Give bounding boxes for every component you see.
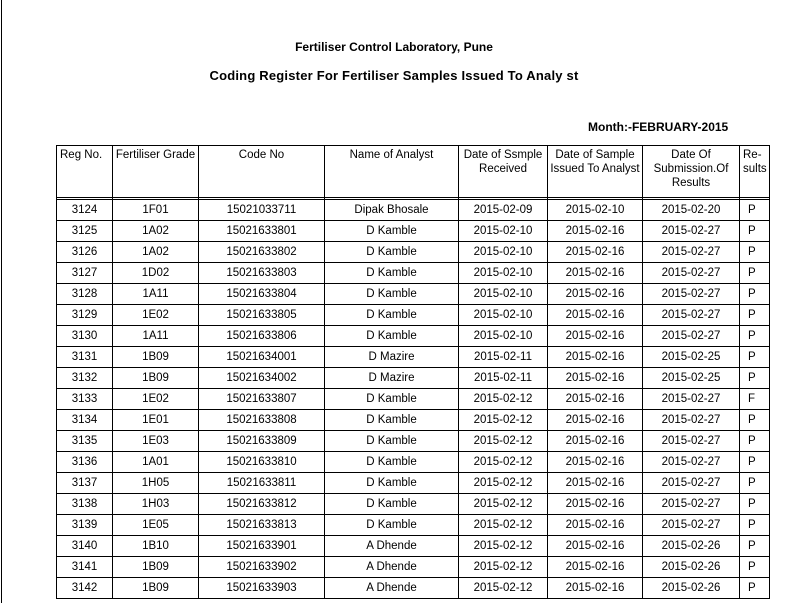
reg-no-cell: 3127 <box>57 263 113 284</box>
table-row <box>57 578 770 599</box>
result-cell: P <box>740 200 770 221</box>
analyst-cell: A Dhende <box>325 536 459 557</box>
reg-no-cell: 3125 <box>57 221 113 242</box>
grade-cell: 1A01 <box>113 452 199 473</box>
grade-cell: 1B09 <box>113 557 199 578</box>
analyst-cell: D Kamble <box>325 473 459 494</box>
table-row <box>57 536 770 557</box>
date-issued-cell: 2015-02-16 <box>548 536 643 557</box>
column-header-code-no: Code No <box>199 146 325 198</box>
reg-no-cell: 3135 <box>57 431 113 452</box>
column-header-date-issued: Date of Sample Issued To Analyst <box>548 146 643 198</box>
result-cell: P <box>740 452 770 473</box>
reg-no-cell: 3136 <box>57 452 113 473</box>
column-header-date-received: Date of Ssmple Received <box>459 146 548 198</box>
analyst-cell: D Kamble <box>325 284 459 305</box>
code-no-cell: 15021633806 <box>199 326 325 347</box>
grade-cell: 1B09 <box>113 368 199 389</box>
table-row <box>57 326 770 347</box>
grade-cell: 1A02 <box>113 242 199 263</box>
date-received-cell: 2015-02-10 <box>459 284 548 305</box>
date-received-cell: 2015-02-10 <box>459 326 548 347</box>
code-no-cell: 15021634002 <box>199 368 325 389</box>
table-row <box>57 515 770 536</box>
date-submission-cell: 2015-02-25 <box>643 368 740 389</box>
register-title: Coding Register For Fertiliser Samples Issued To Analy st <box>209 68 579 83</box>
date-issued-cell: 2015-02-16 <box>548 578 643 599</box>
date-issued-cell: 2015-02-16 <box>548 515 643 536</box>
date-issued-cell: 2015-02-16 <box>548 326 643 347</box>
analyst-cell: D Kamble <box>325 515 459 536</box>
code-no-cell: 15021633804 <box>199 284 325 305</box>
result-cell: P <box>740 326 770 347</box>
result-cell: P <box>740 515 770 536</box>
date-received-cell: 2015-02-12 <box>459 536 548 557</box>
table-row <box>57 200 770 221</box>
date-submission-cell: 2015-02-26 <box>643 536 740 557</box>
table-row <box>57 452 770 473</box>
date-issued-cell: 2015-02-16 <box>548 242 643 263</box>
result-cell: F <box>740 389 770 410</box>
date-received-cell: 2015-02-12 <box>459 494 548 515</box>
date-submission-cell: 2015-02-27 <box>643 221 740 242</box>
code-no-cell: 15021633813 <box>199 515 325 536</box>
reg-no-cell: 3139 <box>57 515 113 536</box>
grade-cell: 1B09 <box>113 347 199 368</box>
grade-cell: 1A02 <box>113 221 199 242</box>
reg-no-cell: 3140 <box>57 536 113 557</box>
date-received-cell: 2015-02-12 <box>459 515 548 536</box>
column-header-date-submission: Date Of Submission.Of Results <box>643 146 740 198</box>
column-header-fertiliser-grade: Fertiliser Grade <box>113 146 199 198</box>
code-no-cell: 15021633807 <box>199 389 325 410</box>
result-cell: P <box>740 263 770 284</box>
result-cell: P <box>740 494 770 515</box>
table-row <box>57 284 770 305</box>
table-row <box>57 431 770 452</box>
code-no-cell: 15021633803 <box>199 263 325 284</box>
date-issued-cell: 2015-02-16 <box>548 284 643 305</box>
table-row <box>57 347 770 368</box>
date-issued-cell: 2015-02-10 <box>548 200 643 221</box>
result-cell: P <box>740 473 770 494</box>
result-cell: P <box>740 284 770 305</box>
date-received-cell: 2015-02-11 <box>459 347 548 368</box>
analyst-cell: A Dhende <box>325 557 459 578</box>
table-row <box>57 494 770 515</box>
table-row <box>57 305 770 326</box>
date-submission-cell: 2015-02-27 <box>643 410 740 431</box>
date-issued-cell: 2015-02-16 <box>548 389 643 410</box>
grade-cell: 1D02 <box>113 263 199 284</box>
code-no-cell: 15021633802 <box>199 242 325 263</box>
analyst-cell: D Mazire <box>325 347 459 368</box>
code-no-cell: 15021633808 <box>199 410 325 431</box>
date-issued-cell: 2015-02-16 <box>548 431 643 452</box>
date-submission-cell: 2015-02-27 <box>643 305 740 326</box>
table-row <box>57 368 770 389</box>
organization-name: Fertiliser Control Laboratory, Pune <box>295 40 493 54</box>
code-no-cell: 15021633902 <box>199 557 325 578</box>
result-cell: P <box>740 431 770 452</box>
date-received-cell: 2015-02-12 <box>459 578 548 599</box>
date-issued-cell: 2015-02-16 <box>548 557 643 578</box>
analyst-cell: D Kamble <box>325 431 459 452</box>
date-issued-cell: 2015-02-16 <box>548 368 643 389</box>
date-issued-cell: 2015-02-16 <box>548 473 643 494</box>
reg-no-cell: 3128 <box>57 284 113 305</box>
date-issued-cell: 2015-02-16 <box>548 305 643 326</box>
analyst-cell: D Kamble <box>325 242 459 263</box>
page-left-border <box>1 0 2 603</box>
reg-no-cell: 3133 <box>57 389 113 410</box>
date-submission-cell: 2015-02-27 <box>643 515 740 536</box>
reg-no-cell: 3142 <box>57 578 113 599</box>
code-no-cell: 15021633801 <box>199 221 325 242</box>
date-submission-cell: 2015-02-27 <box>643 326 740 347</box>
code-no-cell: 15021633809 <box>199 431 325 452</box>
reg-no-cell: 3141 <box>57 557 113 578</box>
date-submission-cell: 2015-02-27 <box>643 473 740 494</box>
date-received-cell: 2015-02-11 <box>459 368 548 389</box>
date-issued-cell: 2015-02-16 <box>548 221 643 242</box>
analyst-cell: D Kamble <box>325 389 459 410</box>
date-issued-cell: 2015-02-16 <box>548 410 643 431</box>
date-received-cell: 2015-02-12 <box>459 452 548 473</box>
date-received-cell: 2015-02-10 <box>459 221 548 242</box>
result-cell: P <box>740 557 770 578</box>
reg-no-cell: 3130 <box>57 326 113 347</box>
date-submission-cell: 2015-02-27 <box>643 452 740 473</box>
result-cell: P <box>740 368 770 389</box>
date-submission-cell: 2015-02-27 <box>643 431 740 452</box>
analyst-cell: D Kamble <box>325 221 459 242</box>
grade-cell: 1E03 <box>113 431 199 452</box>
table-row <box>57 242 770 263</box>
date-issued-cell: 2015-02-16 <box>548 452 643 473</box>
result-cell: P <box>740 347 770 368</box>
table-body <box>57 198 770 599</box>
date-received-cell: 2015-02-12 <box>459 473 548 494</box>
grade-cell: 1A11 <box>113 284 199 305</box>
table-row <box>57 410 770 431</box>
date-issued-cell: 2015-02-16 <box>548 494 643 515</box>
date-issued-cell: 2015-02-16 <box>548 347 643 368</box>
table-row <box>57 389 770 410</box>
reg-no-cell: 3138 <box>57 494 113 515</box>
date-submission-cell: 2015-02-25 <box>643 347 740 368</box>
reg-no-cell: 3134 <box>57 410 113 431</box>
date-submission-cell: 2015-02-27 <box>643 263 740 284</box>
date-received-cell: 2015-02-10 <box>459 305 548 326</box>
analyst-cell: D Kamble <box>325 452 459 473</box>
reg-no-cell: 3132 <box>57 368 113 389</box>
date-submission-cell: 2015-02-27 <box>643 389 740 410</box>
code-no-cell: 15021033711 <box>199 200 325 221</box>
table-header-row <box>57 146 770 198</box>
date-submission-cell: 2015-02-27 <box>643 494 740 515</box>
analyst-cell: D Kamble <box>325 494 459 515</box>
grade-cell: 1F01 <box>113 200 199 221</box>
date-submission-cell: 2015-02-20 <box>643 200 740 221</box>
grade-cell: 1H05 <box>113 473 199 494</box>
coding-register-table <box>56 145 770 599</box>
code-no-cell: 15021633805 <box>199 305 325 326</box>
analyst-cell: Dipak Bhosale <box>325 200 459 221</box>
analyst-cell: A Dhende <box>325 578 459 599</box>
month-label: Month:-FEBRUARY-2015 <box>588 120 729 134</box>
grade-cell: 1E01 <box>113 410 199 431</box>
table-row <box>57 557 770 578</box>
result-cell: P <box>740 221 770 242</box>
reg-no-cell: 3124 <box>57 200 113 221</box>
code-no-cell: 15021634001 <box>199 347 325 368</box>
column-header-analyst-name: Name of Analyst <box>325 146 459 198</box>
analyst-cell: D Kamble <box>325 410 459 431</box>
column-header-results: Re-sults <box>740 146 770 198</box>
date-received-cell: 2015-02-10 <box>459 263 548 284</box>
result-cell: P <box>740 536 770 557</box>
analyst-cell: D Kamble <box>325 305 459 326</box>
date-submission-cell: 2015-02-27 <box>643 284 740 305</box>
date-submission-cell: 2015-02-26 <box>643 578 740 599</box>
result-cell: P <box>740 578 770 599</box>
reg-no-cell: 3131 <box>57 347 113 368</box>
grade-cell: 1A11 <box>113 326 199 347</box>
grade-cell: 1E02 <box>113 305 199 326</box>
date-submission-cell: 2015-02-26 <box>643 557 740 578</box>
code-no-cell: 15021633812 <box>199 494 325 515</box>
table-row <box>57 473 770 494</box>
reg-no-cell: 3129 <box>57 305 113 326</box>
reg-no-cell: 3126 <box>57 242 113 263</box>
result-cell: P <box>740 242 770 263</box>
date-received-cell: 2015-02-09 <box>459 200 548 221</box>
analyst-cell: D Mazire <box>325 368 459 389</box>
grade-cell: 1B10 <box>113 536 199 557</box>
code-no-cell: 15021633903 <box>199 578 325 599</box>
date-submission-cell: 2015-02-27 <box>643 242 740 263</box>
column-header-reg-no: Reg No. <box>57 146 113 198</box>
date-received-cell: 2015-02-10 <box>459 242 548 263</box>
analyst-cell: D Kamble <box>325 326 459 347</box>
table-row <box>57 221 770 242</box>
date-received-cell: 2015-02-12 <box>459 557 548 578</box>
date-received-cell: 2015-02-12 <box>459 431 548 452</box>
result-cell: P <box>740 305 770 326</box>
grade-cell: 1E05 <box>113 515 199 536</box>
code-no-cell: 15021633811 <box>199 473 325 494</box>
reg-no-cell: 3137 <box>57 473 113 494</box>
grade-cell: 1E02 <box>113 389 199 410</box>
code-no-cell: 15021633901 <box>199 536 325 557</box>
date-issued-cell: 2015-02-16 <box>548 263 643 284</box>
grade-cell: 1H03 <box>113 494 199 515</box>
table-row <box>57 263 770 284</box>
code-no-cell: 15021633810 <box>199 452 325 473</box>
analyst-cell: D Kamble <box>325 263 459 284</box>
result-cell: P <box>740 410 770 431</box>
grade-cell: 1B09 <box>113 578 199 599</box>
date-received-cell: 2015-02-12 <box>459 389 548 410</box>
date-received-cell: 2015-02-12 <box>459 410 548 431</box>
